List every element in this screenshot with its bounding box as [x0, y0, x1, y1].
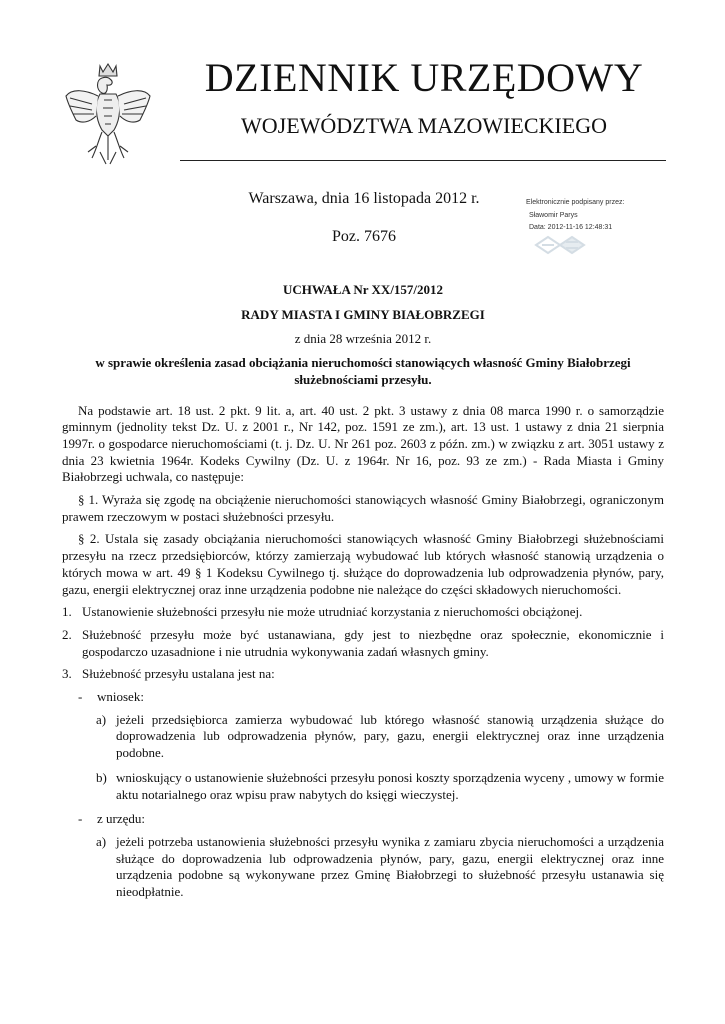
dash-item: [78, 811, 664, 828]
sub-item: [96, 770, 664, 803]
resolution-date: z dnia 28 września 2012 r.: [294, 331, 432, 347]
list-item-number: 1.: [62, 604, 72, 620]
sub-item-letter: a): [96, 833, 107, 849]
sub-item-letter: a): [96, 711, 107, 727]
sub-item: [96, 834, 664, 901]
electronic-signature-block: [526, 197, 666, 235]
paragraph-2: § 2. Ustala się zasady obciążania nieruchomości stanowiących własność Gminy Białobrzegi służebnościami przesyłu na rzecz przedsiębiorców, którzy zamierzają wybudować lub których własność stanowią urządzenia o których mowa w art. 49 § 1 Kodeksu Cywilnego tj. służące do doprowadzenia lub odprowadzenia płynów, pary, gazu, energii elektrycznej oraz inne urządzenia podobne nie należące do części składowych nieruchomości.: [62, 531, 664, 597]
sub-item-text: jeżeli potrzeba ustanowienia służebności przesyłu wynika z zamiaru zbycia nieruchomości a urządzenia służące do doprowadzenia lub odprowadzenia płynów, pary, gazu, energii elektrycznej oraz inne urządzenia podobne są wykonywane przez Gminę Białobrzegi to służebność przesyłu ustanawia się nieodpłatnie.: [116, 833, 664, 900]
header-rule: [180, 160, 666, 161]
document-body: [62, 282, 664, 909]
signature-label: Elektronicznie podpisany przez:: [526, 199, 625, 206]
signature-date: Data: 2012-11-16 12:48:31: [529, 224, 613, 231]
list-item-text: Służebność przesyłu może być ustanawiana, gdy jest to niezbędne oraz społecznie, ekonomicznie i gospodarczo uzasadnione i nie utrudnia wykonywania zadań własnych gminy.: [82, 626, 664, 659]
list-item-text: Służebność przesyłu ustalana jest na:: [82, 666, 275, 682]
list-item-number: 2.: [62, 626, 72, 642]
signature-seal-icon: [530, 234, 590, 256]
dash-item-text: wniosek:: [97, 689, 144, 705]
dash-item-text: z urzędu:: [97, 811, 146, 827]
journal-title: DZIENNIK URZĘDOWY: [204, 55, 644, 100]
resolution-council: RADY MIASTA I GMINY BIAŁOBRZEGI: [241, 306, 485, 322]
dash-mark: -: [78, 689, 83, 705]
dash-mark: -: [78, 811, 83, 827]
sub-item-letter: b): [96, 769, 107, 785]
list-item-number: 3.: [62, 666, 72, 682]
sub-item-text: wnioskujący o ustanowienie służebności przesyłu ponosi koszty sporządzenia wyceny , umowy w formie aktu notarialnego oraz wpisu praw nabytych do księgi wieczystej.: [116, 769, 664, 802]
list-item: [62, 666, 664, 683]
list-item: [62, 627, 664, 660]
resolution-number: UCHWAŁA Nr XX/157/2012: [282, 282, 444, 297]
dash-item: [78, 689, 664, 706]
list-item: [62, 604, 664, 621]
sub-item: [96, 712, 664, 762]
coat-of-arms-eagle-icon: [62, 60, 154, 168]
position-number: Poz. 7676: [332, 228, 396, 245]
preamble-paragraph: Na podstawie art. 18 ust. 2 pkt. 9 lit. a, art. 40 ust. 2 pkt. 3 ustawy z dnia 08 marca 1990 r. o samorządzie gminnym (jednolity tekst Dz. U. z 2001 r., Nr 142, poz. 1591 ze zm.), art. 13 ust. 1 ustawy z dnia 21 sierpnia 1997r. o gospodarce nieruchomościami (t. j. Dz. U. Nr 261 poz. 2603 z późn. zm.) w związku z art. 3051 ustawy z dnia 23 kwietnia 1964r. Kodeks Cywilny (Dz. U. z 1964r. Nr 16, poz. 93 ze zm.) - Rada Miasta i Gminy Białobrzegi uchwala, co następuje:: [62, 402, 664, 485]
sub-item-text: jeżeli przedsiębiorca zamierza wybudować lub którego własność stanowią urządzenia służące do doprowadzenia lub odprowadzenia płynów, pary, gazu, energii elektrycznej oraz inne urządzenia podobne.: [116, 711, 664, 761]
publication-date: Warszawa, dnia 16 listopada 2012 r.: [248, 190, 480, 207]
signature-signer: Sławomir Parys: [529, 211, 578, 219]
journal-subtitle: WOJEWÓDZTWA MAZOWIECKIEGO: [241, 113, 607, 138]
paragraph-1: § 1. Wyraża się zgodę na obciążenie nieruchomości stanowiących własność Gminy Białobrzegi, ograniczonym prawem rzeczowym w postaci służebności przesyłu.: [62, 492, 664, 524]
resolution-subject: w sprawie określenia zasad obciążania nieruchomości stanowiących własność Gminy Białobrzegi służebnościami przesyłu.: [95, 355, 631, 387]
list-item-text: Ustanowienie służebności przesyłu nie może utrudniać korzystania z nieruchomości obciążonej.: [82, 604, 583, 620]
